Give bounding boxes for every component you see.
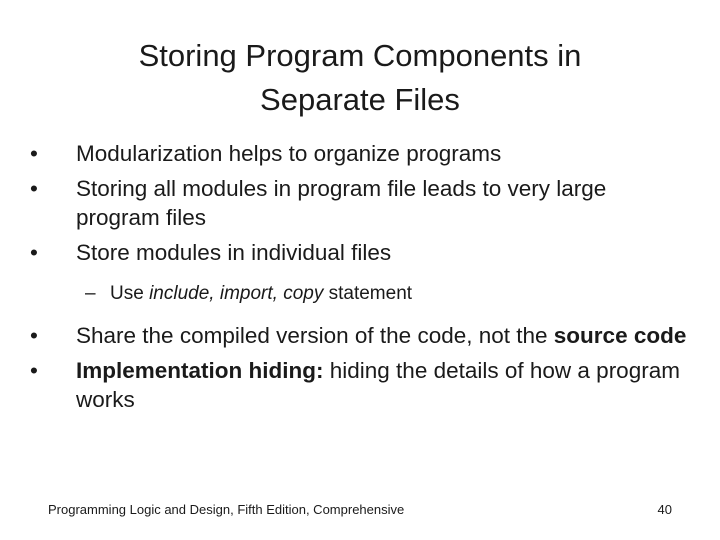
bullet-text: Storing all modules in program file leads to very large program files: [76, 176, 607, 230]
bullet-bold-text: Implementation hiding:: [76, 358, 324, 383]
bullet-item: [30, 238, 690, 267]
sub-bullet-italic: include, import, copy: [149, 283, 324, 304]
bullet-marker: •: [30, 358, 38, 383]
bullet-text: Modularization helps to organize programs: [76, 141, 502, 166]
sub-bullet-item: [30, 281, 690, 307]
sub-bullet-prefix: Use: [110, 283, 150, 304]
bullet-bold-text: source code: [553, 323, 687, 348]
bullet-list: [30, 139, 690, 420]
footer-text: Programming Logic and Design, Fifth Edition, Comprehensive: [48, 502, 405, 517]
bullet-marker: •: [30, 240, 38, 265]
title-line-2: Separate Files: [260, 82, 460, 117]
sub-bullet-marker: –: [85, 283, 96, 304]
bullet-marker: •: [30, 323, 38, 348]
sub-bullet-suffix: statement: [323, 283, 413, 304]
bullet-text: Share the compiled version of the code, not the: [76, 323, 554, 348]
page-number: 40: [657, 502, 672, 517]
bullet-item: [30, 139, 690, 168]
bullet-marker: •: [30, 141, 38, 166]
slide-title: [60, 34, 660, 122]
bullet-item: [30, 174, 690, 232]
bullet-marker: •: [30, 176, 38, 201]
bullet-item: [30, 356, 690, 414]
bullet-item: [30, 321, 690, 350]
title-line-1: Storing Program Components in: [138, 38, 582, 73]
bullet-text: hiding the details of how a program works: [76, 358, 680, 412]
bullet-text: Store modules in individual files: [76, 240, 392, 265]
